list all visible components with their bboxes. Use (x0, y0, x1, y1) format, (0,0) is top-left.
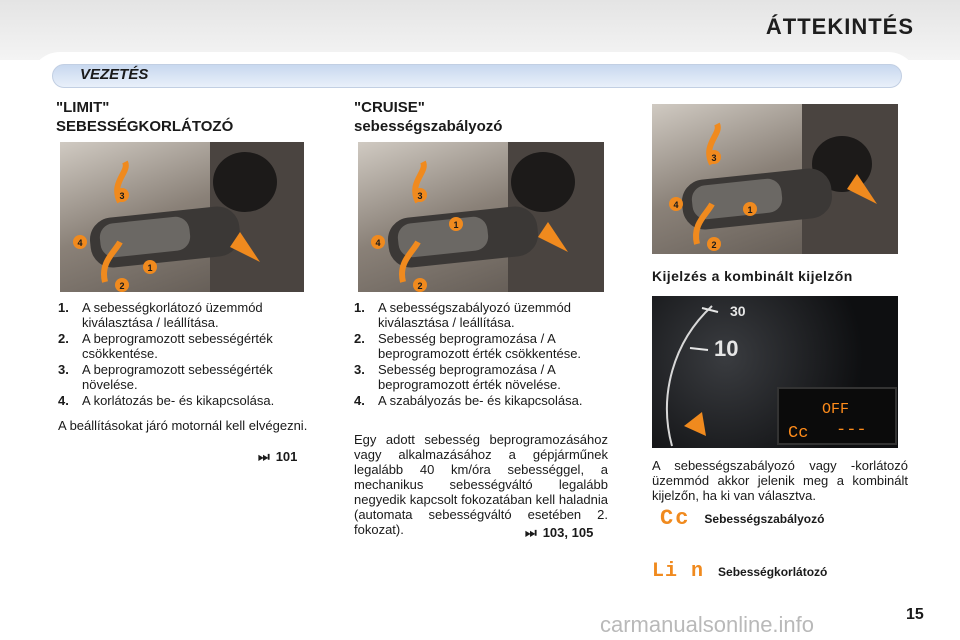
list-item: 3. Sebesség beprogramozása / A beprogramozott érték növelése. (354, 362, 561, 392)
gauge-label: 30 (730, 303, 746, 319)
lcd-off-text: OFF (822, 401, 850, 418)
instrument-cluster-photo (652, 296, 898, 448)
list-item: 4. A szabályozás be- és kikapcsolása. (354, 393, 583, 408)
list-item: 2. Sebesség beprogramozása / A beprogramozott érték csökkentése. (354, 331, 582, 361)
lcd-dashes-text: --- (836, 421, 867, 440)
list-item: 1. A sebességkorlátozó üzemmód kiválasztása / leállítása. (58, 300, 263, 330)
steering-stalk-illustration (652, 104, 898, 254)
limit-steps-list (58, 300, 310, 409)
svg-text:1: 1 (147, 263, 153, 273)
svg-text:2: 2 (417, 281, 423, 291)
legend-cruise (660, 506, 824, 531)
svg-text:3: 3 (417, 191, 423, 201)
svg-text:2: 2 (711, 240, 717, 250)
limit-heading-line2: SEBESSÉGKORLÁTOZÓ (56, 118, 234, 135)
svg-text:4: 4 (375, 238, 381, 248)
legend-label: Sebességszabályozó (704, 511, 825, 526)
page-ref-icon: ⏭ (525, 525, 537, 540)
speedometer-illustration (652, 296, 898, 448)
section-label: VEZETÉS (80, 66, 149, 83)
cruise-heading-line2: sebességszabályozó (354, 118, 503, 135)
svg-text:2: 2 (119, 281, 125, 291)
watermark: carmanualsonline.info (600, 612, 815, 637)
svg-text:3: 3 (711, 153, 717, 163)
cruise-note: Egy adott sebesség beprogramozásához vagy alkalmazásához a gépjárműnek legalább 40 km/óra sebességgel, a mechanikus sebességváltó legalább negyedik kapcsolt fokozatában kell haladnia (automata sebességváltó esetében 2. fokozat). (354, 432, 608, 537)
list-item: 2. A beprogramozott sebességérték csökkentése. (58, 331, 273, 361)
limit-heading (56, 98, 233, 136)
cruise-stalk-photo (358, 142, 604, 292)
steering-stalk-illustration (60, 142, 304, 292)
cruise-heading-line1: "CRUISE" (354, 99, 425, 116)
cruise-symbol-icon: Cc (660, 506, 691, 531)
list-item: 3. A beprogramozott sebességérték növelése. (58, 362, 273, 392)
svg-text:1: 1 (747, 205, 753, 215)
svg-text:4: 4 (673, 200, 679, 210)
list-item: 1. A sebességszabályozó üzemmód kiválasztása / leállítása. (354, 300, 571, 330)
cruise-steps-list (354, 300, 608, 409)
svg-text:1: 1 (453, 220, 459, 230)
page-title: ÁTTEKINTÉS (765, 14, 914, 39)
svg-text:4: 4 (77, 238, 83, 248)
pointer-arrow-icon (684, 412, 706, 436)
svg-text:3: 3 (119, 191, 125, 201)
legend-limiter (652, 560, 827, 583)
section-bar (52, 64, 902, 88)
display-heading: Kijelzés a kombinált kijelzőn (652, 268, 853, 284)
gauge-label: 10 (714, 336, 739, 361)
lcd-mode-text: Cc (788, 424, 809, 443)
page-number: 15 (906, 606, 924, 623)
limit-heading-line1: "LIMIT" (56, 99, 110, 116)
list-item: 4. A korlátozás be- és kikapcsolása. (58, 393, 275, 408)
limit-page-ref[interactable]: ⏭ 101 (258, 449, 298, 464)
page-ref-icon: ⏭ (258, 449, 270, 464)
cruise-page-ref[interactable]: ⏭ 103, 105 (525, 525, 594, 540)
limiter-symbol-icon: Li n (652, 560, 705, 583)
limit-note: A beállításokat járó motornál kell elvégezni. (58, 418, 308, 433)
legend-label: Sebességkorlátozó (718, 564, 828, 579)
display-note: A sebességszabályozó vagy -korlátozó üzemmód akkor jelenik meg a kombinált kijelzőn, ha ki van választva. (652, 458, 908, 503)
dashboard-stalk-photo (652, 104, 898, 254)
steering-stalk-illustration (358, 142, 604, 292)
cruise-heading (354, 98, 502, 136)
limiter-stalk-photo (60, 142, 304, 292)
